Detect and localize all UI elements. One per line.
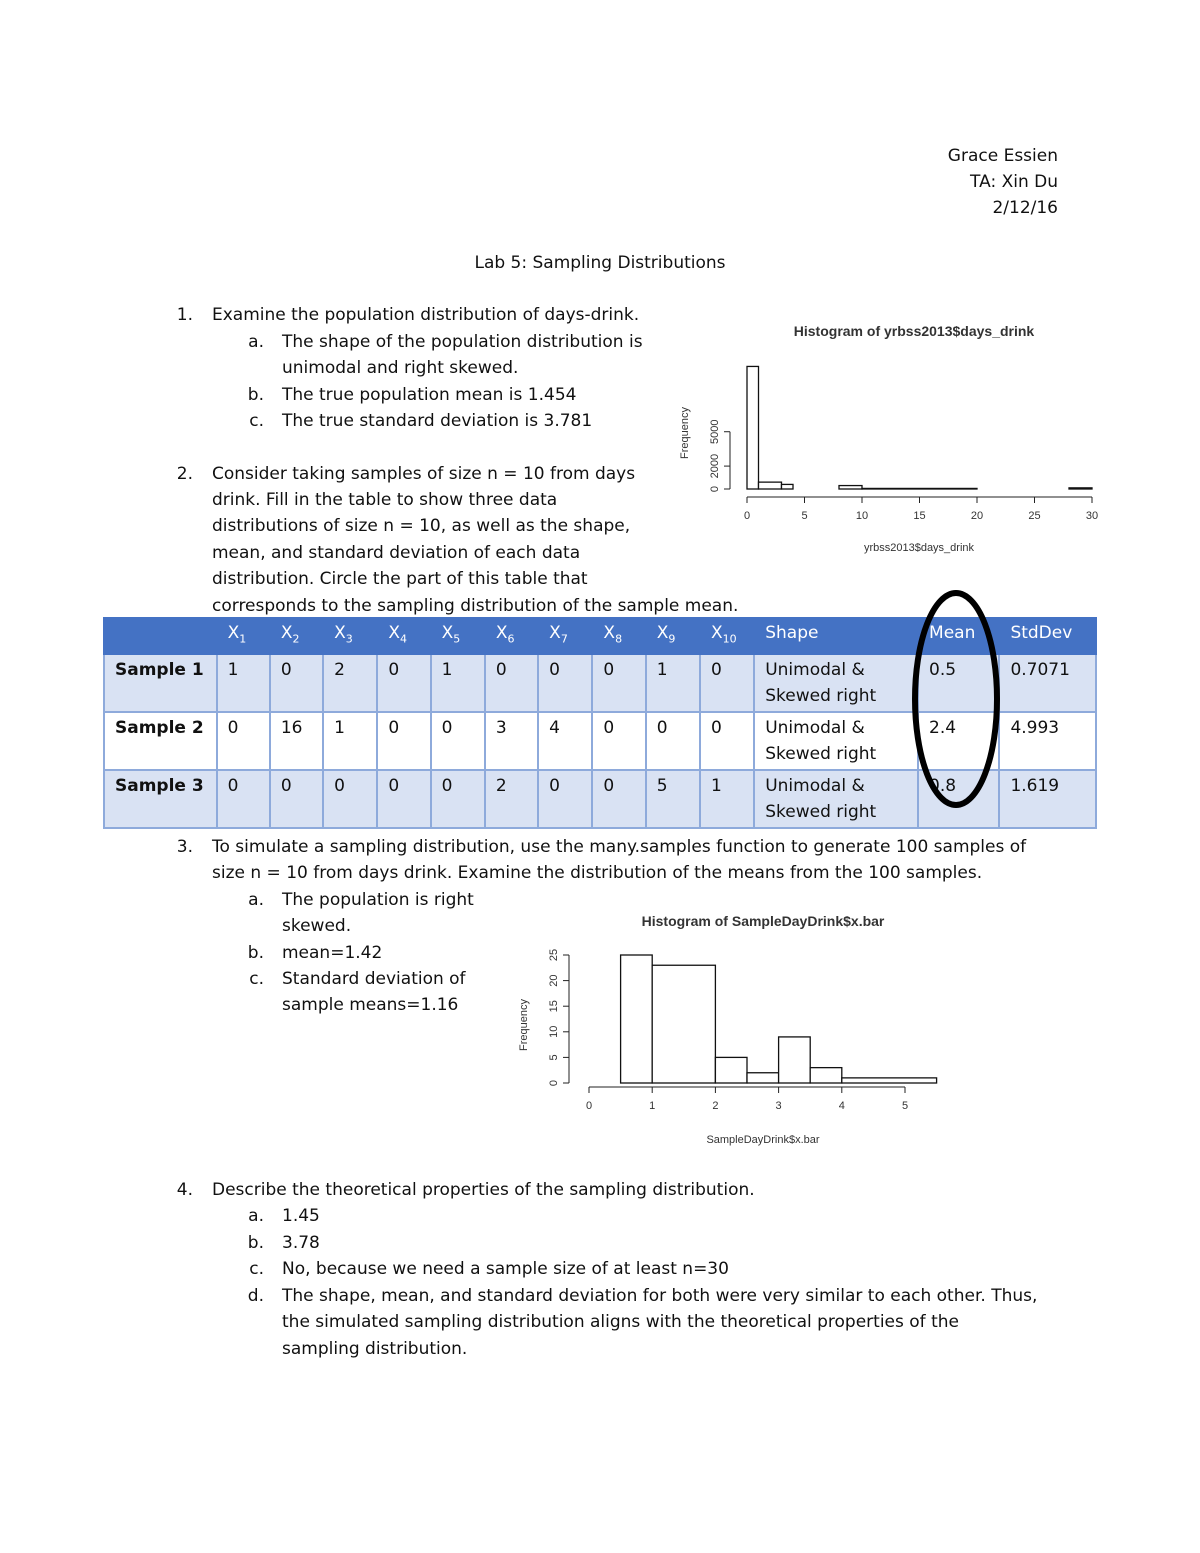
q4b-text: 3.78: [282, 1233, 320, 1253]
cell-stddev: 4.993: [999, 712, 1096, 770]
cell-x10: 1: [700, 770, 754, 828]
q1b-text: The true population mean is 1.454: [282, 385, 577, 405]
x-tick-label-10: 10: [855, 510, 869, 522]
q1-text: Examine the population distribution of days-drink.: [212, 305, 640, 325]
q1a-line2: unimodal and right skewed.: [282, 358, 519, 378]
q3b-text: mean=1.42: [282, 943, 383, 963]
q3-line2: size n = 10 from days drink. Examine the distribution of the means from the 100 samples.: [212, 863, 983, 883]
histogram-bar-7: [842, 1078, 937, 1083]
x-tick-label-5: 5: [801, 510, 808, 522]
histogram-bar-2: [652, 965, 715, 1083]
cell-x8: 0: [592, 770, 645, 828]
header-x2: $X_2$: [270, 618, 323, 654]
q1b-label: b.: [247, 385, 264, 405]
histogram-bar-2: [759, 482, 782, 489]
cell-stddev: 1.619: [999, 770, 1096, 828]
y-tick-label-25: 25: [548, 948, 560, 962]
header-x8: $X_8$: [592, 618, 645, 654]
histogram-bar-5: [839, 486, 862, 489]
q4b-label: b.: [247, 1233, 264, 1253]
header-x5: $X_5$: [431, 618, 485, 654]
q3-line1: To simulate a sampling distribution, use the many.samples function to generate 100 samples of: [212, 837, 1027, 857]
chart2-ylabel: Frequency: [518, 999, 530, 1051]
y-tick-label-5000: 5000: [709, 419, 721, 444]
x-tick-label-0: 0: [585, 1100, 593, 1112]
x-tick-label-1: 1: [649, 1100, 656, 1112]
x-tick-label-3: 3: [775, 1100, 782, 1112]
y-tick-label-5: 5: [548, 1054, 560, 1061]
document-date: 2/12/16: [992, 198, 1058, 218]
header-shape: Shape: [754, 618, 918, 654]
header-x4: $X_4$: [377, 618, 430, 654]
x-tick-label-20: 20: [970, 510, 984, 522]
q1-number: 1.: [176, 305, 193, 325]
q3c-line2: sample means=1.16: [282, 995, 459, 1015]
header-stddev: StdDev: [999, 618, 1096, 654]
header-x9: $X_9$: [646, 618, 700, 654]
q4d-label: d.: [247, 1286, 264, 1306]
cell-x10: 0: [700, 654, 754, 712]
mean-column-circle: [900, 588, 1012, 810]
y-tick-label-0: 0: [548, 1079, 560, 1087]
histogram-bar-4: [747, 1073, 779, 1083]
q2-number: 2.: [176, 464, 193, 484]
y-tick-label-15: 15: [548, 1000, 560, 1013]
chart2-title: Histogram of SampleDayDrink$x.bar: [641, 913, 885, 929]
histogram-bar-3: [715, 1057, 747, 1083]
y-tick-label-20: 20: [548, 974, 560, 987]
population-histogram: [660, 315, 1110, 560]
q1c-text: The true standard deviation is 3.781: [282, 411, 593, 431]
cell-x9: 5: [646, 770, 700, 828]
cell-mean: 2.4: [918, 712, 999, 770]
header-x3: $X_3$: [323, 618, 377, 654]
row-label: Sample 1: [104, 654, 217, 712]
cell-x5: 0: [431, 712, 485, 770]
cell-mean: 0.5: [918, 654, 999, 712]
q3c-line1: Standard deviation of: [282, 969, 466, 989]
cell-x6: 3: [485, 712, 538, 770]
cell-x9: 0: [646, 712, 700, 770]
row-label: Sample 2: [104, 712, 217, 770]
q3a-label: a.: [248, 890, 264, 910]
q2-line-4: mean, and standard deviation of each data: [212, 543, 581, 563]
x-tick-label-0: 0: [743, 510, 751, 522]
histogram-bar-1: [747, 366, 759, 489]
cell-x5: 1: [431, 654, 485, 712]
cell-x1: 1: [217, 654, 270, 712]
chart1-title: Histogram of yrbss2013$days_drink: [793, 323, 1035, 339]
q3c-label: c.: [249, 969, 264, 989]
x-tick-label-25: 25: [1028, 510, 1041, 522]
cell-x1: 0: [217, 770, 270, 828]
chart2-xlabel: SampleDayDrink$x.bar: [706, 1134, 820, 1146]
histogram-bar-1: [621, 955, 653, 1083]
header-x1: $X_1$: [217, 618, 270, 654]
q2-line-1: Consider taking samples of size n = 10 from days: [212, 464, 636, 484]
cell-shape: Unimodal & Skewed right: [754, 770, 918, 828]
y-tick-label-10: 10: [548, 1025, 560, 1038]
header-x6: $X_6$: [485, 618, 538, 654]
cell-x2: 16: [270, 712, 323, 770]
histogram-bar-6: [810, 1068, 842, 1083]
histogram-bar-6: [862, 488, 977, 489]
q2-line-6: corresponds to the sampling distribution of the sample mean.: [212, 596, 739, 616]
cell-x5: 0: [431, 770, 485, 828]
cell-x3: 1: [323, 712, 377, 770]
y-tick-label-0: 0: [709, 485, 721, 493]
x-tick-label-15: 15: [913, 510, 926, 522]
header-mean: Mean: [918, 618, 999, 654]
cell-x6: 0: [485, 654, 538, 712]
cell-x8: 0: [592, 654, 645, 712]
author-name: Grace Essien: [947, 146, 1058, 166]
q3b-label: b.: [247, 943, 264, 963]
q4a-text: 1.45: [282, 1206, 320, 1226]
q1c-label: c.: [249, 411, 264, 431]
cell-x4: 0: [377, 712, 430, 770]
histogram-bar-8: [1069, 488, 1092, 489]
cell-shape: Unimodal & Skewed right: [754, 654, 918, 712]
cell-x3: 0: [323, 770, 377, 828]
cell-x4: 0: [377, 654, 430, 712]
x-tick-label-5: 5: [901, 1100, 909, 1112]
cell-x1: 0: [217, 712, 270, 770]
cell-x7: 0: [538, 770, 592, 828]
q4d-line2: the simulated sampling distribution aligns with the theoretical properties of the: [282, 1312, 959, 1332]
q4-number: 4.: [176, 1180, 193, 1200]
q4c-text: No, because we need a sample size of at least n=30: [282, 1259, 729, 1279]
sample-means-histogram: [505, 905, 955, 1150]
q2-line-2: drink. Fill in the table to show three data: [212, 490, 558, 510]
header-x10: $X_{10}$: [700, 618, 754, 654]
q4d-line1: The shape, mean, and standard deviation for both were very similar to each other. Thus,: [282, 1286, 1038, 1306]
q3a-line2: skewed.: [282, 916, 352, 936]
ta-name: TA: Xin Du: [970, 172, 1058, 192]
histogram-bar-3: [782, 484, 794, 489]
histogram-bar-5: [779, 1037, 811, 1083]
x-tick-label-30: 30: [1085, 510, 1099, 522]
chart1-xlabel: yrbss2013$days_drink: [863, 542, 975, 554]
q1a-label: a.: [248, 332, 264, 352]
cell-shape: Unimodal & Skewed right: [754, 712, 918, 770]
cell-x4: 0: [377, 770, 430, 828]
cell-x3: 2: [323, 654, 377, 712]
q4a-label: a.: [248, 1206, 264, 1226]
chart1-ylabel: Frequency: [679, 407, 691, 459]
cell-x7: 4: [538, 712, 592, 770]
q3-number: 3.: [176, 837, 193, 857]
q1a-line1: The shape of the population distribution is: [282, 332, 643, 352]
cell-x9: 1: [646, 654, 700, 712]
row-label: Sample 3: [104, 770, 217, 828]
q4-text: Describe the theoretical properties of the sampling distribution.: [212, 1180, 755, 1200]
cell-stddev: 0.7071: [999, 654, 1096, 712]
q2-line-5: distribution. Circle the part of this table that: [212, 569, 588, 589]
y-tick-label-2000: 2000: [709, 453, 721, 479]
x-tick-label-4: 4: [838, 1100, 845, 1112]
cell-mean: 0.8: [918, 770, 999, 828]
header-corner-cell: [104, 618, 217, 654]
cell-x2: 0: [270, 770, 323, 828]
cell-x6: 2: [485, 770, 538, 828]
header-x7: $X_7$: [538, 618, 592, 654]
cell-x7: 0: [538, 654, 592, 712]
q4d-line3: sampling distribution.: [282, 1339, 468, 1359]
x-tick-label-2: 2: [712, 1100, 719, 1112]
q3a-line1: The population is right: [282, 890, 474, 910]
cell-x8: 0: [592, 712, 645, 770]
cell-x10: 0: [700, 712, 754, 770]
q4c-label: c.: [249, 1259, 264, 1279]
q2-line-3: distributions of size n = 10, as well as the shape,: [212, 516, 631, 536]
cell-x2: 0: [270, 654, 323, 712]
page-title: Lab 5: Sampling Distributions: [474, 253, 726, 273]
